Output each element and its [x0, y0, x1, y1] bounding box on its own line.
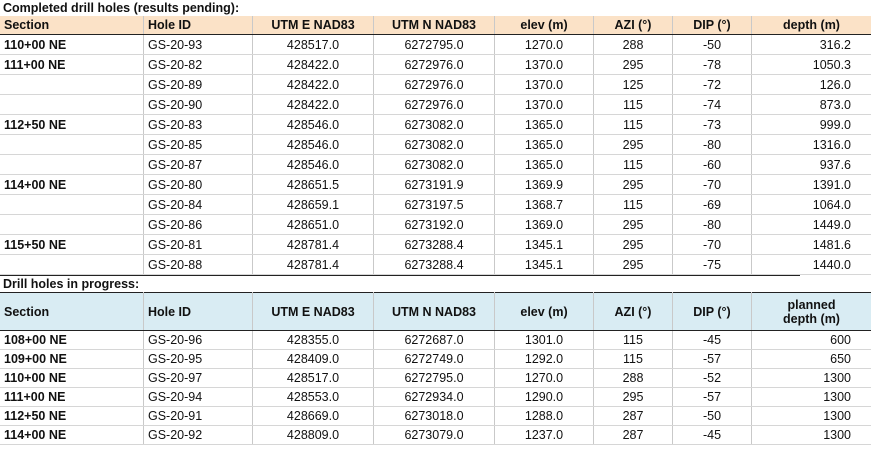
cell-depth: 126.0	[752, 75, 871, 95]
cell-azi: 295	[594, 235, 673, 255]
cell-depth: 1300	[752, 407, 871, 426]
cell-elev: 1288.0	[495, 407, 594, 426]
cell-dip: -80	[673, 135, 752, 155]
cell-utm-e: 428546.0	[253, 115, 374, 135]
cell-section: 108+00 NE	[0, 331, 144, 350]
cell-utm-n: 6272934.0	[374, 388, 495, 407]
cell-utm-n: 6273082.0	[374, 115, 495, 135]
cell-utm-e: 428809.0	[253, 426, 374, 445]
table-row	[0, 195, 871, 215]
cell-utm-e: 428422.0	[253, 95, 374, 115]
table-row	[0, 407, 871, 426]
cell-utm-n: 6273082.0	[374, 135, 495, 155]
cell-elev: 1292.0	[495, 350, 594, 369]
cell-hole-id: GS-20-87	[144, 155, 253, 175]
cell-hole-id: GS-20-94	[144, 388, 253, 407]
cell-hole-id: GS-20-86	[144, 215, 253, 235]
cell-utm-n: 6273192.0	[374, 215, 495, 235]
cell-section: 112+50 NE	[0, 407, 144, 426]
cell-hole-id: GS-20-81	[144, 235, 253, 255]
header-depth: depth (m)	[752, 16, 871, 35]
cell-elev: 1237.0	[495, 426, 594, 445]
cell-utm-e: 428781.4	[253, 235, 374, 255]
cell-azi: 115	[594, 195, 673, 215]
cell-utm-e: 428517.0	[253, 369, 374, 388]
cell-utm-n: 6272976.0	[374, 55, 495, 75]
cell-hole-id: GS-20-95	[144, 350, 253, 369]
header-elev: elev (m)	[495, 16, 594, 35]
cell-utm-n: 6273197.5	[374, 195, 495, 215]
header-utm-e: UTM E NAD83	[253, 16, 374, 35]
cell-elev: 1270.0	[495, 35, 594, 55]
table-row	[0, 55, 871, 75]
cell-hole-id: GS-20-93	[144, 35, 253, 55]
cell-elev: 1370.0	[495, 95, 594, 115]
cell-depth: 1440.0	[752, 255, 871, 275]
cell-elev: 1369.0	[495, 215, 594, 235]
cell-hole-id: GS-20-82	[144, 55, 253, 75]
cell-utm-e: 428409.0	[253, 350, 374, 369]
cell-utm-e: 428651.0	[253, 215, 374, 235]
cell-utm-n: 6272687.0	[374, 331, 495, 350]
cell-utm-n: 6273079.0	[374, 426, 495, 445]
cell-dip: -70	[673, 175, 752, 195]
cell-section: 111+00 NE	[0, 388, 144, 407]
in-progress-section-title: Drill holes in progress:	[0, 275, 800, 292]
cell-utm-e: 428669.0	[253, 407, 374, 426]
cell-dip: -78	[673, 55, 752, 75]
table-row	[0, 426, 871, 445]
cell-azi: 115	[594, 350, 673, 369]
cell-elev: 1301.0	[495, 331, 594, 350]
cell-elev: 1365.0	[495, 155, 594, 175]
cell-elev: 1365.0	[495, 135, 594, 155]
cell-depth: 600	[752, 331, 871, 350]
cell-utm-n: 6273288.4	[374, 235, 495, 255]
cell-section: 110+00 NE	[0, 369, 144, 388]
completed-header-row	[0, 16, 871, 35]
header-depth: depth (m)	[783, 311, 840, 326]
cell-hole-id: GS-20-97	[144, 369, 253, 388]
cell-elev: 1370.0	[495, 55, 594, 75]
header-utm-e: UTM E NAD83	[253, 293, 374, 331]
cell-hole-id: GS-20-83	[144, 115, 253, 135]
cell-depth: 1300	[752, 388, 871, 407]
cell-hole-id: GS-20-88	[144, 255, 253, 275]
cell-utm-e: 428422.0	[253, 75, 374, 95]
table-row	[0, 155, 871, 175]
cell-depth: 1300	[752, 426, 871, 445]
cell-depth: 937.6	[752, 155, 871, 175]
cell-utm-e: 428546.0	[253, 155, 374, 175]
cell-utm-e: 428659.1	[253, 195, 374, 215]
header-planned-depth	[752, 293, 871, 331]
table-row	[0, 35, 871, 55]
cell-azi: 288	[594, 35, 673, 55]
cell-elev: 1365.0	[495, 115, 594, 135]
cell-section: 114+00 NE	[0, 426, 144, 445]
cell-utm-e: 428546.0	[253, 135, 374, 155]
in-progress-header-row	[0, 293, 871, 331]
header-hole-id: Hole ID	[144, 293, 253, 331]
cell-azi: 115	[594, 115, 673, 135]
cell-utm-e: 428422.0	[253, 55, 374, 75]
cell-depth: 1300	[752, 369, 871, 388]
cell-azi: 115	[594, 331, 673, 350]
cell-dip: -69	[673, 195, 752, 215]
cell-azi: 125	[594, 75, 673, 95]
cell-hole-id: GS-20-90	[144, 95, 253, 115]
cell-section	[0, 135, 144, 155]
cell-hole-id: GS-20-84	[144, 195, 253, 215]
header-dip: DIP (°)	[673, 16, 752, 35]
cell-depth: 1064.0	[752, 195, 871, 215]
cell-azi: 295	[594, 215, 673, 235]
cell-dip: -57	[673, 388, 752, 407]
cell-section: 112+50 NE	[0, 115, 144, 135]
header-section: Section	[0, 16, 144, 35]
cell-dip: -80	[673, 215, 752, 235]
cell-depth: 999.0	[752, 115, 871, 135]
cell-utm-n: 6272976.0	[374, 95, 495, 115]
cell-hole-id: GS-20-85	[144, 135, 253, 155]
cell-azi: 295	[594, 55, 673, 75]
completed-holes-table	[0, 16, 871, 275]
cell-utm-n: 6273018.0	[374, 407, 495, 426]
cell-depth: 1481.6	[752, 235, 871, 255]
cell-hole-id: GS-20-89	[144, 75, 253, 95]
cell-dip: -45	[673, 426, 752, 445]
header-azi: AZI (°)	[594, 293, 673, 331]
header-elev: elev (m)	[495, 293, 594, 331]
cell-utm-n: 6272795.0	[374, 35, 495, 55]
completed-section-title: Completed drill holes (results pending):	[3, 1, 240, 15]
cell-section	[0, 255, 144, 275]
cell-depth: 873.0	[752, 95, 871, 115]
cell-hole-id: GS-20-96	[144, 331, 253, 350]
table-row	[0, 75, 871, 95]
cell-dip: -73	[673, 115, 752, 135]
cell-dip: -74	[673, 95, 752, 115]
cell-azi: 295	[594, 175, 673, 195]
table-row	[0, 175, 871, 195]
cell-utm-e: 428651.5	[253, 175, 374, 195]
header-planned: planned	[787, 297, 836, 312]
cell-depth: 1050.3	[752, 55, 871, 75]
table-row	[0, 388, 871, 407]
cell-utm-e: 428781.4	[253, 255, 374, 275]
table-row	[0, 350, 871, 369]
cell-section: 115+50 NE	[0, 235, 144, 255]
cell-azi: 295	[594, 255, 673, 275]
cell-utm-e: 428517.0	[253, 35, 374, 55]
cell-utm-e: 428355.0	[253, 331, 374, 350]
cell-azi: 287	[594, 426, 673, 445]
cell-depth: 650	[752, 350, 871, 369]
table-row	[0, 115, 871, 135]
cell-utm-n: 6272795.0	[374, 369, 495, 388]
cell-azi: 115	[594, 95, 673, 115]
cell-section: 110+00 NE	[0, 35, 144, 55]
table-row	[0, 95, 871, 115]
cell-section: 109+00 NE	[0, 350, 144, 369]
cell-section	[0, 75, 144, 95]
table-row	[0, 369, 871, 388]
cell-section	[0, 95, 144, 115]
cell-utm-e: 428553.0	[253, 388, 374, 407]
table-row	[0, 135, 871, 155]
table-row	[0, 215, 871, 235]
cell-utm-n: 6272976.0	[374, 75, 495, 95]
cell-depth: 1316.0	[752, 135, 871, 155]
cell-dip: -50	[673, 35, 752, 55]
cell-elev: 1345.1	[495, 235, 594, 255]
cell-section: 111+00 NE	[0, 55, 144, 75]
cell-elev: 1270.0	[495, 369, 594, 388]
cell-dip: -45	[673, 331, 752, 350]
cell-section	[0, 155, 144, 175]
header-hole-id: Hole ID	[144, 16, 253, 35]
cell-depth: 316.2	[752, 35, 871, 55]
cell-section	[0, 195, 144, 215]
cell-utm-n: 6273191.9	[374, 175, 495, 195]
cell-elev: 1345.1	[495, 255, 594, 275]
cell-elev: 1368.7	[495, 195, 594, 215]
header-utm-n: UTM N NAD83	[374, 293, 495, 331]
cell-utm-n: 6272749.0	[374, 350, 495, 369]
header-azi: AZI (°)	[594, 16, 673, 35]
cell-azi: 287	[594, 407, 673, 426]
cell-utm-n: 6273082.0	[374, 155, 495, 175]
header-dip: DIP (°)	[673, 293, 752, 331]
cell-utm-n: 6273288.4	[374, 255, 495, 275]
table-row	[0, 255, 871, 275]
cell-azi: 295	[594, 135, 673, 155]
cell-azi: 288	[594, 369, 673, 388]
cell-elev: 1290.0	[495, 388, 594, 407]
cell-dip: -60	[673, 155, 752, 175]
cell-azi: 295	[594, 388, 673, 407]
cell-hole-id: GS-20-92	[144, 426, 253, 445]
cell-dip: -57	[673, 350, 752, 369]
cell-dip: -75	[673, 255, 752, 275]
cell-hole-id: GS-20-80	[144, 175, 253, 195]
header-section: Section	[0, 293, 144, 331]
cell-dip: -72	[673, 75, 752, 95]
cell-section	[0, 215, 144, 235]
cell-dip: -70	[673, 235, 752, 255]
cell-elev: 1369.9	[495, 175, 594, 195]
in-progress-holes-table	[0, 292, 871, 445]
cell-depth: 1449.0	[752, 215, 871, 235]
header-utm-n: UTM N NAD83	[374, 16, 495, 35]
table-row	[0, 235, 871, 255]
cell-section: 114+00 NE	[0, 175, 144, 195]
cell-hole-id: GS-20-91	[144, 407, 253, 426]
cell-elev: 1370.0	[495, 75, 594, 95]
table-row	[0, 331, 871, 350]
cell-dip: -52	[673, 369, 752, 388]
cell-azi: 115	[594, 155, 673, 175]
cell-dip: -50	[673, 407, 752, 426]
cell-depth: 1391.0	[752, 175, 871, 195]
